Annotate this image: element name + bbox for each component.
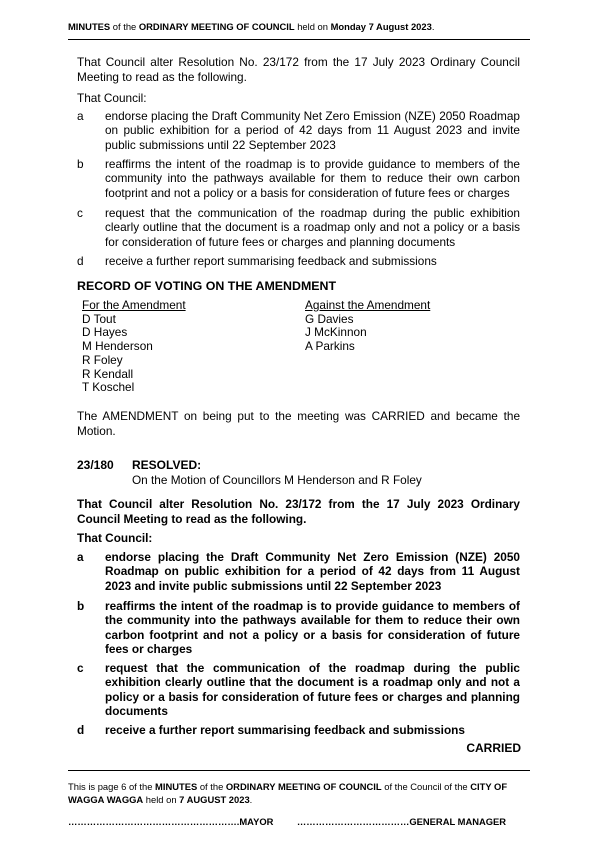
header-minutes: MINUTES [68, 21, 111, 32]
header-text: of the [110, 21, 139, 32]
footer-divider [68, 770, 530, 771]
amendment-that-council: That Council: [77, 91, 147, 105]
footer-minutes: MINUTES [155, 781, 198, 792]
motion-mover: On the Motion of Councillors M Henderson and R Foley [132, 473, 422, 487]
voter-name: R Kendall [82, 366, 134, 381]
item-letter: b [77, 157, 84, 171]
item-letter: b [77, 599, 85, 613]
item-text: endorse placing the Draft Community Net Zero Emission (NZE) 2050 Roadmap on public exhibition for a period of 42 days from 11 August 2023 and invite public submissions until 22 September 2023 [105, 550, 520, 593]
mayor-signature-dots: ………………………………………………. [68, 816, 240, 827]
voter-name: D Hayes [82, 325, 128, 340]
votes-against-heading: Against the Amendment [305, 298, 431, 312]
votes-for-column [82, 299, 186, 395]
page-header [68, 21, 434, 32]
voter-name: T Koschel [82, 380, 135, 395]
resolution-item-d [77, 723, 520, 737]
amendment-item-a [77, 109, 520, 152]
votes-for-heading: For the Amendment [82, 298, 186, 312]
header-text: held on [294, 21, 331, 32]
item-text: receive a further report summarising feedback and submissions [105, 254, 437, 268]
header-text: . [431, 21, 435, 32]
item-text: receive a further report summarising feedback and submissions [105, 723, 465, 737]
gm-signature-dots: ……………………………… [296, 816, 410, 827]
item-letter: c [77, 661, 84, 675]
resolution-that-council: That Council: [77, 531, 153, 545]
item-letter: a [77, 109, 84, 123]
item-letter: d [77, 723, 85, 737]
header-divider [68, 39, 530, 40]
gm-label: GENERAL MANAGER [409, 816, 507, 827]
amendment-item-b [77, 157, 520, 200]
footer-text: of the Council of the [381, 781, 471, 792]
resolution-intro: That Council alter Resolution No. 23/172 from the 17 July 2023 Ordinary Council Meeting to read as the following. [77, 497, 520, 526]
mayor-label: MAYOR [239, 816, 274, 827]
footer-text: of the [197, 781, 226, 792]
resolution-item-a [77, 550, 520, 593]
header-meeting: ORDINARY MEETING OF COUNCIL [138, 21, 295, 32]
resolution-item-c [77, 661, 520, 718]
item-text: endorse placing the Draft Community Net Zero Emission (NZE) 2050 Roadmap on public exhibition for a period of 42 days from 11 August 2023 and invite public submissions until 22 September 2023 [105, 109, 520, 152]
voter-name: A Parkins [305, 339, 355, 354]
item-letter: c [77, 206, 83, 220]
page-footer [68, 780, 530, 806]
item-letter: d [77, 254, 84, 268]
signature-line [68, 816, 506, 827]
voting-heading: RECORD OF VOTING ON THE AMENDMENT [77, 279, 337, 293]
footer-date: 7 AUGUST 2023 [179, 794, 250, 805]
voter-name: J McKinnon [305, 325, 367, 340]
item-text: reaffirms the intent of the roadmap is to provide guidance to members of the community into the pathways available for them to reduce their own carbon footprint and not a policy or a basis for consideration of future fees or charges [105, 599, 520, 656]
voting-outcome: The AMENDMENT on being put to the meeting was CARRIED and became the Motion. [77, 409, 520, 438]
resolution-item-b [77, 599, 520, 656]
footer-text: This is page 6 of the [68, 781, 156, 792]
carried-label: CARRIED [466, 741, 521, 755]
voter-name: M Henderson [82, 339, 153, 354]
footer-meeting: ORDINARY MEETING OF COUNCIL [225, 781, 382, 792]
resolution-number: 23/180 [77, 458, 114, 472]
footer-city: CITY OF WAGGA WAGGA [68, 781, 508, 805]
footer-text: held on [143, 794, 180, 805]
amendment-item-d [77, 254, 520, 268]
item-text: request that the communication of the roadmap during the public exhibition clearly outline that the document is a roadmap only and not a policy or a basis for consideration of future fees or charges and planning documents [105, 661, 520, 718]
votes-against-column [305, 299, 430, 354]
amendment-intro: That Council alter Resolution No. 23/172 from the 17 July 2023 Ordinary Council Meeting to read as the following. [77, 55, 520, 84]
resolved-label: RESOLVED: [132, 458, 202, 472]
voter-name: R Foley [82, 352, 123, 367]
footer-text: . [249, 794, 253, 805]
amendment-item-c [77, 206, 520, 249]
item-text: request that the communication of the roadmap during the public exhibition clearly outline that the document is a roadmap only and not a policy or a basis for consideration of future fees or charges and planning documents [105, 206, 520, 249]
header-date: Monday 7 August 2023 [330, 21, 432, 32]
item-text: reaffirms the intent of the roadmap is to provide guidance to members of the community into the pathways available for them to reduce their own carbon footprint and not a policy or a basis for consideration of future fees or charges [105, 157, 520, 200]
voter-name: G Davies [305, 311, 354, 326]
item-letter: a [77, 550, 84, 564]
voter-name: D Tout [82, 311, 116, 326]
